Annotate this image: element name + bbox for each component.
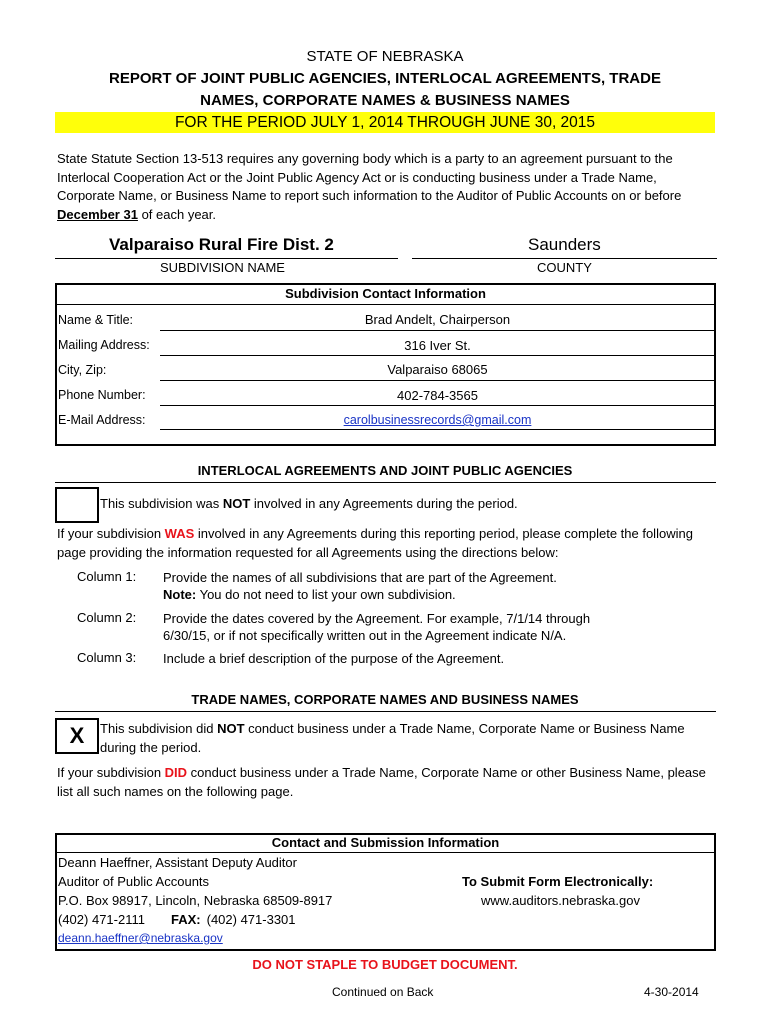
column2-text: Provide the dates covered by the Agreement. For example, 7/1/14 through 6/30/15, or if not specifically written out in the Agreement indicate N/A. xyxy=(163,611,591,643)
contact-heading-divider xyxy=(55,304,716,305)
column3-label: Column 3: xyxy=(77,650,137,665)
subdivision-name-value[interactable]: Valparaiso Rural Fire Dist. 2 xyxy=(109,235,334,254)
statute-paragraph: State Statute Section 13-513 requires any governing body which is a party to an agreement pursuant to the Interlocal Cooperation Act or the Joint Public Agency Act or is conducting business under a Trade Name, Corporate Name, or Business Name to report such information to the Auditor of Public Accounts on or before December 31 of each year. xyxy=(57,151,682,222)
submit-url[interactable]: www.auditors.nebraska.gov xyxy=(481,893,640,908)
submission-heading: Contact and Submission Information xyxy=(271,835,500,850)
column1-text: Provide the names of all subdivisions that are part of the Agreement. Note: You do not need to list your own subdivision. xyxy=(163,570,557,602)
auditor-name: Deann Haeffner, Assistant Deputy Auditor xyxy=(58,855,297,870)
city-zip-field[interactable]: Valparaiso 68065 xyxy=(387,362,488,377)
no-staple-warning: DO NOT STAPLE TO BUDGET DOCUMENT. xyxy=(252,957,518,972)
name-title-line xyxy=(160,330,715,331)
report-title-line2: NAMES, CORPORATE NAMES & BUSINESS NAMES xyxy=(200,92,570,109)
interlocal-not-involved-checkbox[interactable] xyxy=(55,487,99,523)
mailing-address-line xyxy=(160,355,715,356)
state-heading: STATE OF NEBRASKA xyxy=(306,48,464,65)
column2-label: Column 2: xyxy=(77,610,137,625)
subdivision-name-line xyxy=(55,258,398,259)
column3-text: Include a brief description of the purpose of the Agreement. xyxy=(163,651,505,666)
trade-names-heading: TRADE NAMES, CORPORATE NAMES AND BUSINESS NAMES xyxy=(191,692,579,707)
auditor-phone-fax: (402) 471-2111 FAX: (402) 471-3301 xyxy=(58,912,296,927)
trade-names-instructions: If your subdivision DID conduct business under a Trade Name, Corporate Name or other Business Name, please list all such names on the following page. xyxy=(57,765,706,799)
contact-info-heading: Subdivision Contact Information xyxy=(285,286,486,301)
county-line xyxy=(412,258,717,259)
submit-electronically-label: To Submit Form Electronically: xyxy=(462,874,654,889)
phone-number-label: Phone Number: xyxy=(58,388,146,402)
report-title-line1: REPORT OF JOINT PUBLIC AGENCIES, INTERLOCAL AGREEMENTS, TRADE xyxy=(109,70,661,87)
reporting-period-banner: FOR THE PERIOD JULY 1, 2014 THROUGH JUNE 30, 2015 xyxy=(55,112,715,133)
mailing-address-label: Mailing Address: xyxy=(58,338,150,352)
auditor-email-link[interactable]: deann.haeffner@nebraska.gov xyxy=(58,931,223,945)
subdivision-name-label: SUBDIVISION NAME xyxy=(160,260,285,275)
trade-names-heading-rule xyxy=(55,711,716,712)
phone-number-line xyxy=(160,405,715,406)
mailing-address-field[interactable]: 316 Iver St. xyxy=(404,338,471,353)
auditor-address: P.O. Box 98917, Lincoln, Nebraska 68509-8917 xyxy=(58,893,333,908)
county-value[interactable]: Saunders xyxy=(528,235,601,254)
county-label: COUNTY xyxy=(537,260,592,275)
trade-names-statement: This subdivision did NOT conduct business under a Trade Name, Corporate Name or Business Name during the period. xyxy=(100,721,685,755)
email-address-label: E-Mail Address: xyxy=(58,413,146,427)
interlocal-statement: This subdivision was NOT involved in any Agreements during the period. xyxy=(100,496,518,511)
city-zip-line xyxy=(160,380,715,381)
city-zip-label: City, Zip: xyxy=(58,363,107,377)
email-address-line xyxy=(160,429,715,430)
deadline-text: December 31 xyxy=(57,206,138,222)
continued-on-back: Continued on Back xyxy=(332,985,434,999)
trade-names-not-conducted-checkbox[interactable]: X xyxy=(55,718,99,754)
column1-label: Column 1: xyxy=(77,569,137,584)
interlocal-instructions: If your subdivision WAS involved in any Agreements during this reporting period, please complete the following page providing the information requested for all Agreements using the directions below: xyxy=(57,526,693,560)
phone-number-field[interactable]: 402-784-3565 xyxy=(397,388,478,403)
auditor-office: Auditor of Public Accounts xyxy=(58,874,210,889)
interlocal-heading-rule xyxy=(55,482,716,483)
form-revision-date: 4-30-2014 xyxy=(644,985,699,999)
name-title-field[interactable]: Brad Andelt, Chairperson xyxy=(364,312,511,327)
name-title-label: Name & Title: xyxy=(58,313,134,327)
submission-heading-divider xyxy=(55,852,716,853)
interlocal-heading: INTERLOCAL AGREEMENTS AND JOINT PUBLIC AGENCIES xyxy=(197,463,573,478)
email-address-field[interactable]: carolbusinessrecords@gmail.com xyxy=(343,413,532,427)
